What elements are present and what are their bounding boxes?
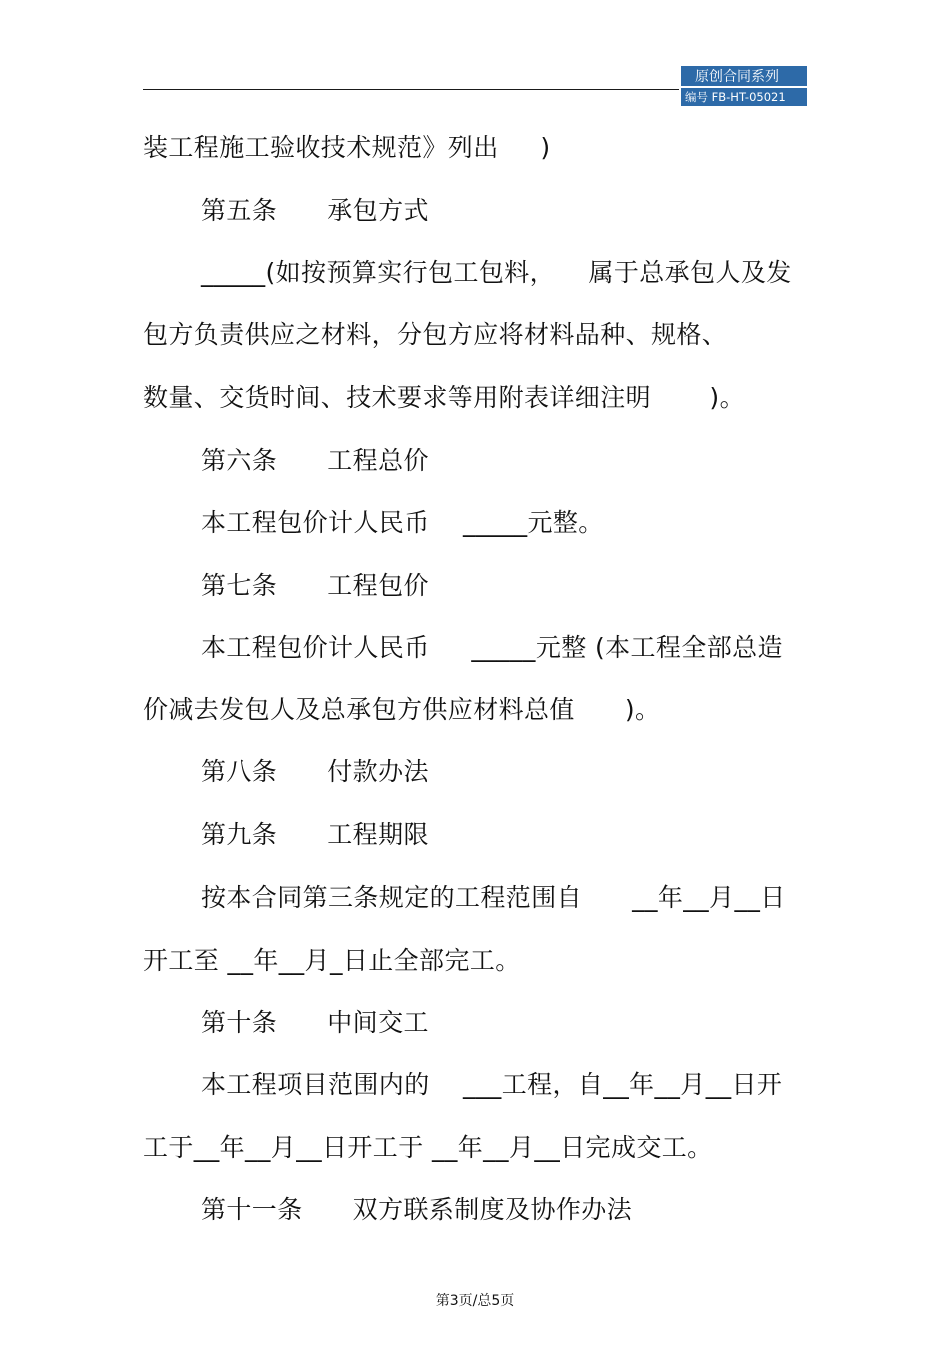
body-line: 数量、交货时间、技术要求等用附表详细注明 )。 <box>143 383 745 412</box>
article-heading: 第八条 付款办法 <box>201 757 429 786</box>
body-line: 装工程施工验收技术规范》列出 ) <box>143 133 551 162</box>
article-heading: 第十一条 双方联系制度及协作办法 <box>201 1195 633 1224</box>
body-line: 本工程包价计人民币 _____元整。 <box>201 508 604 537</box>
article-heading: 第七条 工程包价 <box>201 571 429 600</box>
article-heading: 第九条 工程期限 <box>201 820 429 849</box>
body-line: 价减去发包人及总承包方供应材料总值 )。 <box>143 695 661 724</box>
article-heading: 第十条 中间交工 <box>201 1008 429 1037</box>
body-line: 开工至 __年__月_日止全部完工。 <box>143 946 521 975</box>
document-code: 编号 FB-HT-05021 <box>681 88 807 106</box>
body-line: 本工程包价计人民币 _____元整 (本工程全部总造 <box>201 633 783 662</box>
body-line: 工于__年__月__日开工于 __年__月__日完成交工。 <box>143 1133 713 1162</box>
body-line: 按本合同第三条规定的工程范围自 __年__月__日 <box>201 883 786 912</box>
article-heading: 第五条 承包方式 <box>201 196 429 225</box>
header-rule <box>143 89 679 90</box>
page-number: 第3页/总5页 <box>435 1293 515 1309</box>
series-badge <box>681 66 807 106</box>
body-line: 包方负责供应之材料，分包方应将材料品种、规格、 <box>143 320 728 349</box>
article-heading: 第六条 工程总价 <box>201 446 429 475</box>
body-line: _____(如按预算实行包工包料， 属于总承包人及发 <box>201 258 792 287</box>
body-line: 本工程项目范围内的 ___工程，自__年__月__日开 <box>201 1070 783 1099</box>
series-label: 原创合同系列 <box>681 66 807 88</box>
